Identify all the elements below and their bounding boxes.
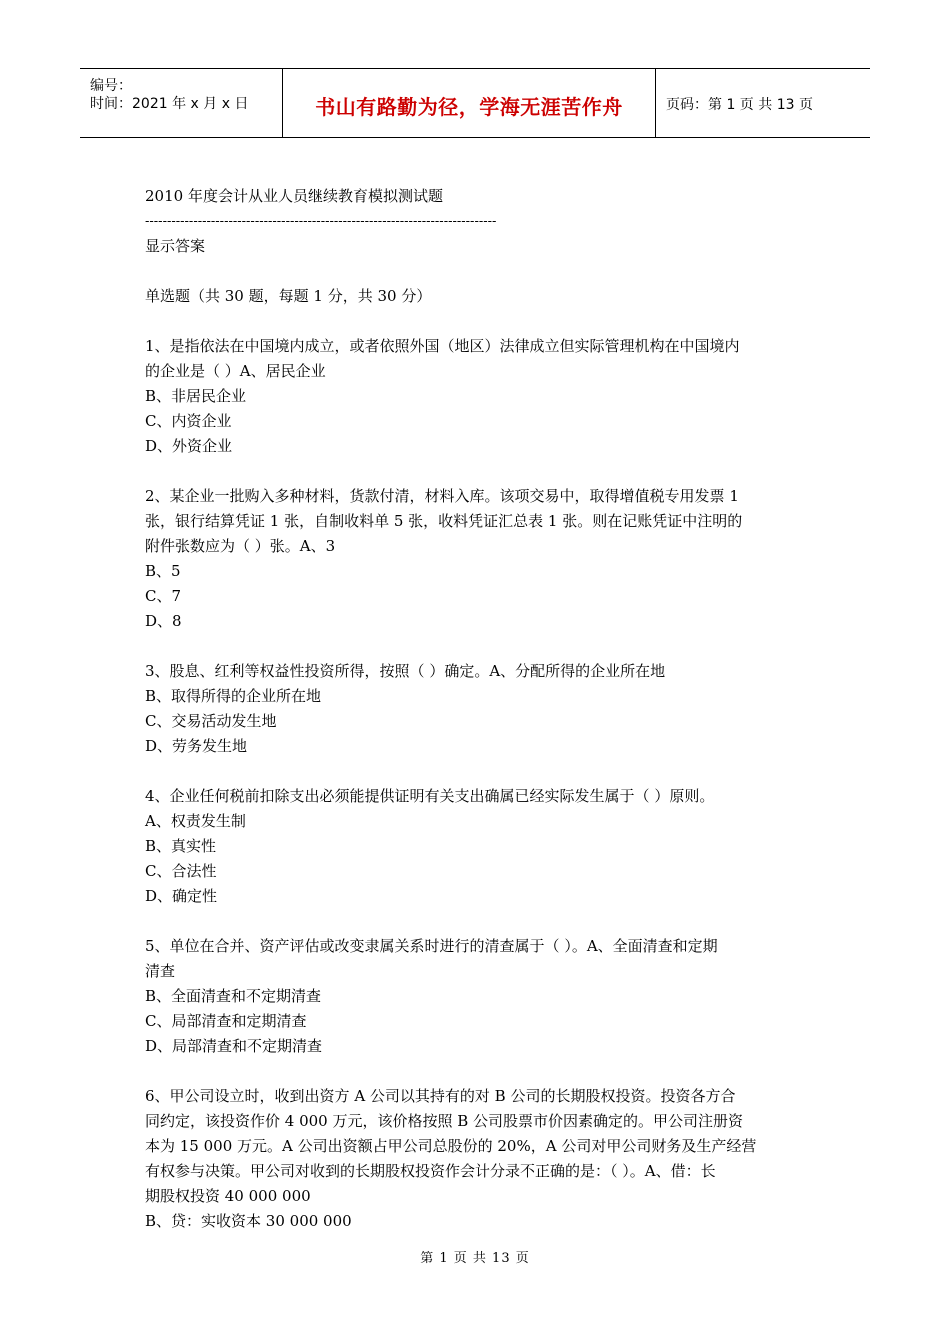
question-6 [145,1084,815,1234]
option-b: B、全面清查和不定期清查 [145,987,322,1005]
question-3 [145,659,815,759]
question-text: 4、企业任何税前扣除支出必须能提供证明有关支出确属已经实际发生属于（ ）原则。 [145,787,715,805]
document-number-label: 编号： [90,78,132,94]
header-motto: 书山有路勤为径，学海无涯苦作舟 [315,95,623,119]
option-b: B、真实性 [145,837,217,855]
document-date-label: 时间：2021 年 x 月 x 日 [90,96,249,112]
section-heading: 单选题（共 30 题，每题 1 分，共 30 分） [145,287,432,305]
option-d: D、确定性 [145,887,218,905]
question-text: 本为 15 000 万元。A 公司出资额占甲公司总股份的 20%，A 公司对甲公司财务及生产经营 [145,1137,757,1155]
page-footer: 第 1 页 共 13 页 [420,1251,530,1266]
document-body [145,184,815,1234]
question-text: 张，银行结算凭证 1 张，自制收料单 5 张，收料凭证汇总表 1 张。则在记账凭证中注明的 [145,512,743,530]
question-text: 清查 [145,962,176,980]
document-header [80,68,870,138]
option-c: C、7 [145,587,182,605]
option-b: B、非居民企业 [145,387,247,405]
header-page-number: 页码：第 1 页 共 13 页 [666,97,813,113]
question-text: 6、甲公司设立时，收到出资方 A 公司以其持有的对 B 公司的长期股权投资。投资各方合 [145,1087,736,1105]
option-c: C、内资企业 [145,412,232,430]
show-answer-link[interactable]: 显示答案 [145,237,206,255]
question-text: 附件张数应为（ ）张。A、3 [145,537,336,555]
header-page-cell [656,69,870,137]
document-title: 2010 年度会计从业人员继续教育模拟测试题 [145,187,443,205]
option-c: C、交易活动发生地 [145,712,277,730]
question-text: 的企业是（ ）A、居民企业 [145,362,326,380]
question-text: 期股权投资 40 000 000 [145,1187,311,1205]
question-text: 同约定，该投资作价 4 000 万元，该价格按照 B 公司股票市价因素确定的。甲公司注册资 [145,1112,744,1130]
question-4 [145,784,815,909]
header-meta-cell [80,69,283,137]
option-c: C、合法性 [145,862,217,880]
question-text: 2、某企业一批购入多种材料，货款付清，材料入库。该项交易中，取得增值税专用发票 1 [145,487,739,505]
question-text: 3、股息、红利等权益性投资所得，按照（ ）确定。A、分配所得的企业所在地 [145,662,666,680]
divider-line: -------------------------------------------------------------------------------- [145,214,497,229]
question-text: 5、单位在合并、资产评估或改变隶属关系时进行的清查属于（ ）。A、全面清查和定期 [145,937,718,955]
option-b: B、贷：实收资本 30 000 000 [145,1212,352,1230]
option-c: C、局部清查和定期清查 [145,1012,307,1030]
option-d: D、局部清查和不定期清查 [145,1037,323,1055]
option-b: B、5 [145,562,181,580]
question-1 [145,334,815,459]
question-5 [145,934,815,1059]
option-a: A、权责发生制 [145,812,246,830]
header-motto-cell [283,69,656,137]
option-d: D、劳务发生地 [145,737,248,755]
question-2 [145,484,815,634]
question-text: 1、是指依法在中国境内成立，或者依照外国（地区）法律成立但实际管理机构在中国境内 [145,337,740,355]
question-text: 有权参与决策。甲公司对收到的长期股权投资作会计分录不正确的是：（ ）。A、借：长 [145,1162,716,1180]
option-d: D、外资企业 [145,437,233,455]
option-d: D、8 [145,612,182,630]
option-b: B、取得所得的企业所在地 [145,687,322,705]
